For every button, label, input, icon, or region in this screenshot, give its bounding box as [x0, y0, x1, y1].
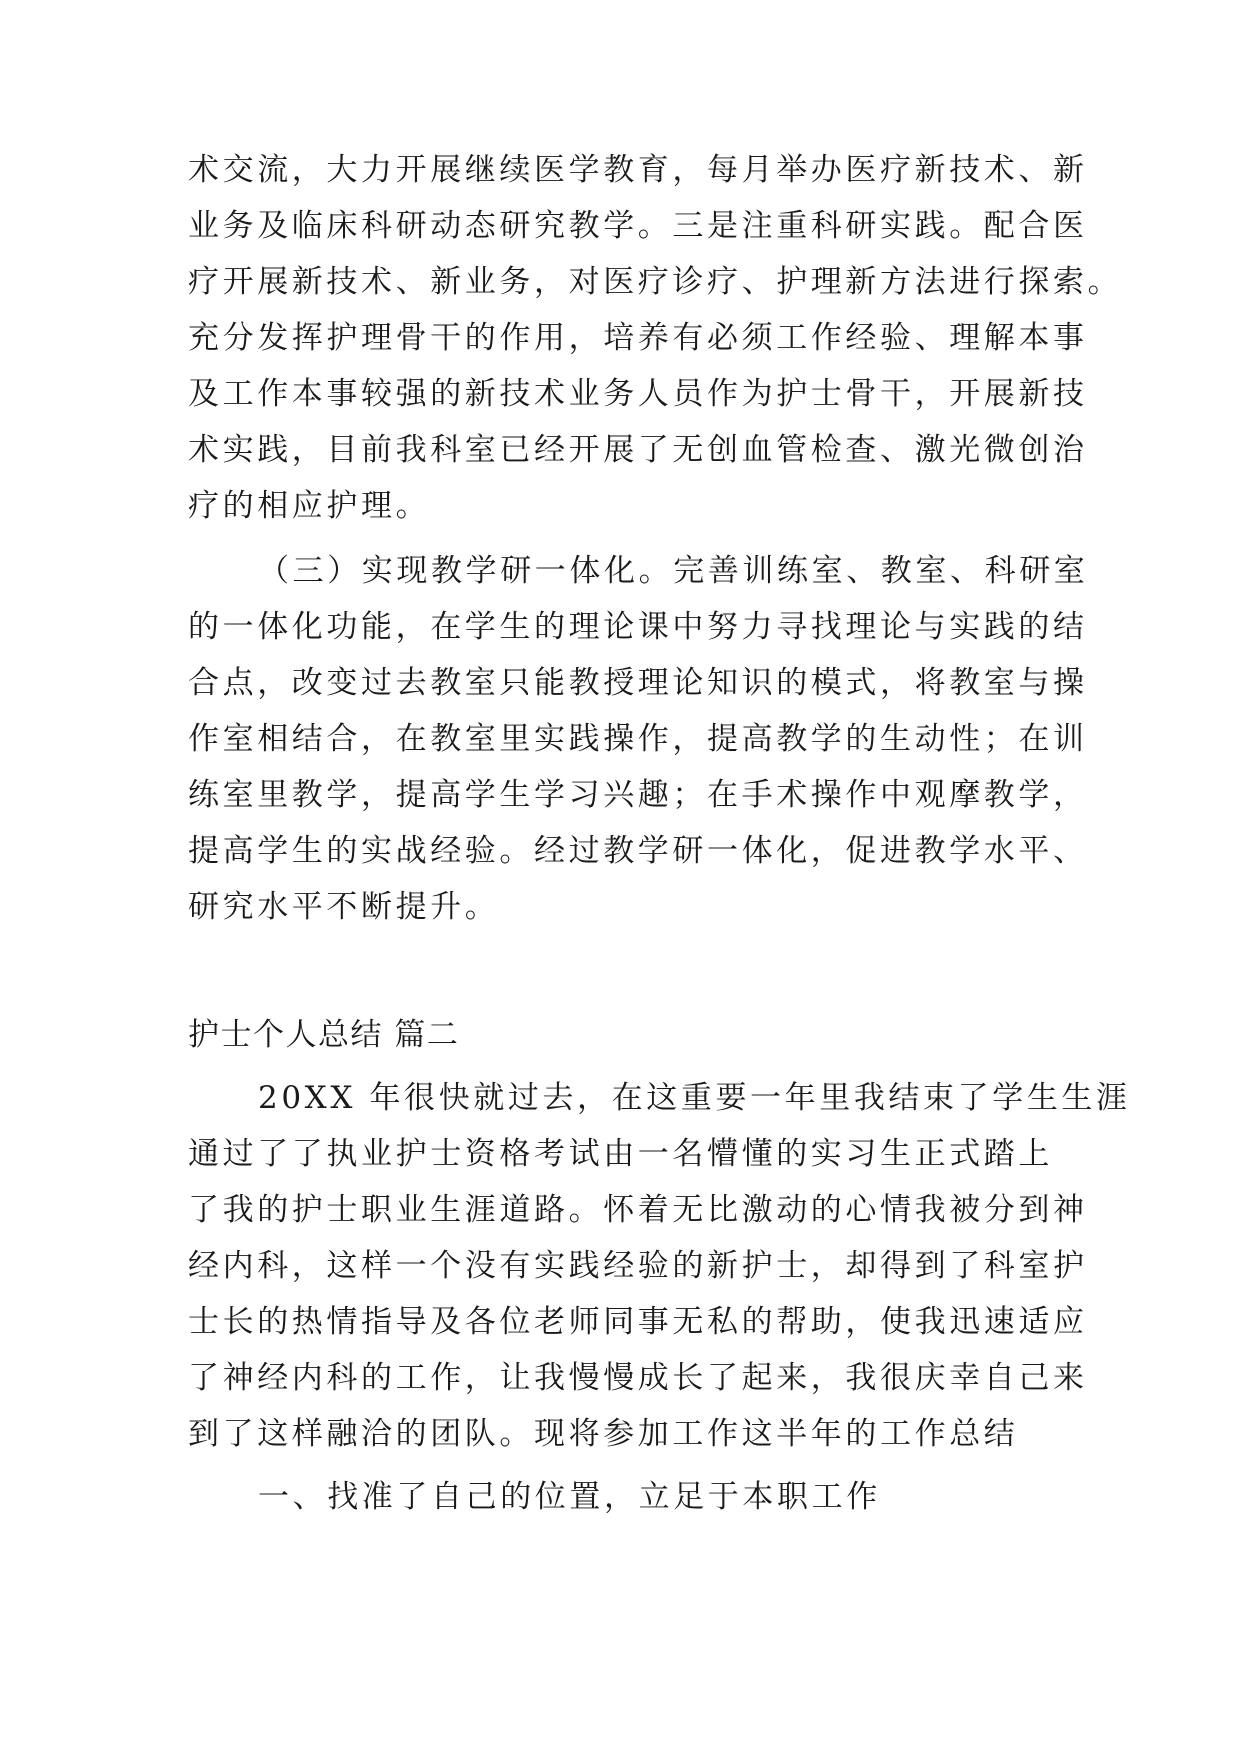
paragraph-line: 作室相结合，在教室里实践操作，提高教学的生动性；在训: [188, 721, 1088, 757]
section-heading: 护士个人总结 篇二: [188, 1017, 460, 1053]
paragraph-line: 到了这样融洽的团队。现将参加工作这半年的工作总结: [188, 1416, 1019, 1452]
paragraph-line: 合点，改变过去教室只能教授理论知识的模式，将教室与操: [188, 665, 1088, 701]
paragraph-line: （三）实现教学研一体化。完善训练室、教室、科研室: [258, 553, 1089, 589]
paragraph-line: 提高学生的实战经验。经过教学研一体化，促进教学水平、: [188, 833, 1088, 869]
paragraph-line: 了神经内科的工作，让我慢慢成长了起来，我很庆幸自己来: [188, 1360, 1088, 1396]
paragraph-line: 充分发挥护理骨干的作用，培养有必须工作经验、理解本事: [188, 320, 1088, 356]
paragraph-line: 士长的热情指导及各位老师同事无私的帮助，使我迅速适应: [188, 1304, 1088, 1340]
paragraph-line: 术交流，大力开展继续医学教育，每月举办医疗新技术、新: [188, 152, 1088, 188]
paragraph-line: 的一体化功能，在学生的理论课中努力寻找理论与实践的结: [188, 609, 1088, 645]
paragraph-line: 20XX 年很快就过去，在这重要一年里我结束了学生生涯: [258, 1080, 1131, 1116]
subsection-heading: 一、找准了自己的位置，立足于本职工作: [258, 1479, 881, 1515]
paragraph-line: 及工作本事较强的新技术业务人员作为护士骨干，开展新技: [188, 376, 1088, 412]
paragraph-line: 术实践，目前我科室已经开展了无创血管检查、激光微创治: [188, 432, 1088, 468]
paragraph-line: 研究水平不断提升。: [188, 889, 500, 925]
paragraph-line: 经内科，这样一个没有实践经验的新护士，却得到了科室护: [188, 1248, 1088, 1284]
paragraph-line: 了我的护士职业生涯道路。怀着无比激动的心情我被分到神: [188, 1192, 1088, 1228]
paragraph-line: 疗开展新技术、新业务，对医疗诊疗、护理新方法进行探索。: [188, 264, 1123, 300]
paragraph-line: 练室里教学，提高学生学习兴趣；在手术操作中观摩教学，: [188, 777, 1088, 813]
paragraph-line: 业务及临床科研动态研究教学。三是注重科研实践。配合医: [188, 208, 1088, 244]
paragraph-line: 疗的相应护理。: [188, 488, 431, 524]
paragraph-line: 通过了了执业护士资格考试由一名懵懂的实习生正式踏上: [188, 1136, 1053, 1172]
